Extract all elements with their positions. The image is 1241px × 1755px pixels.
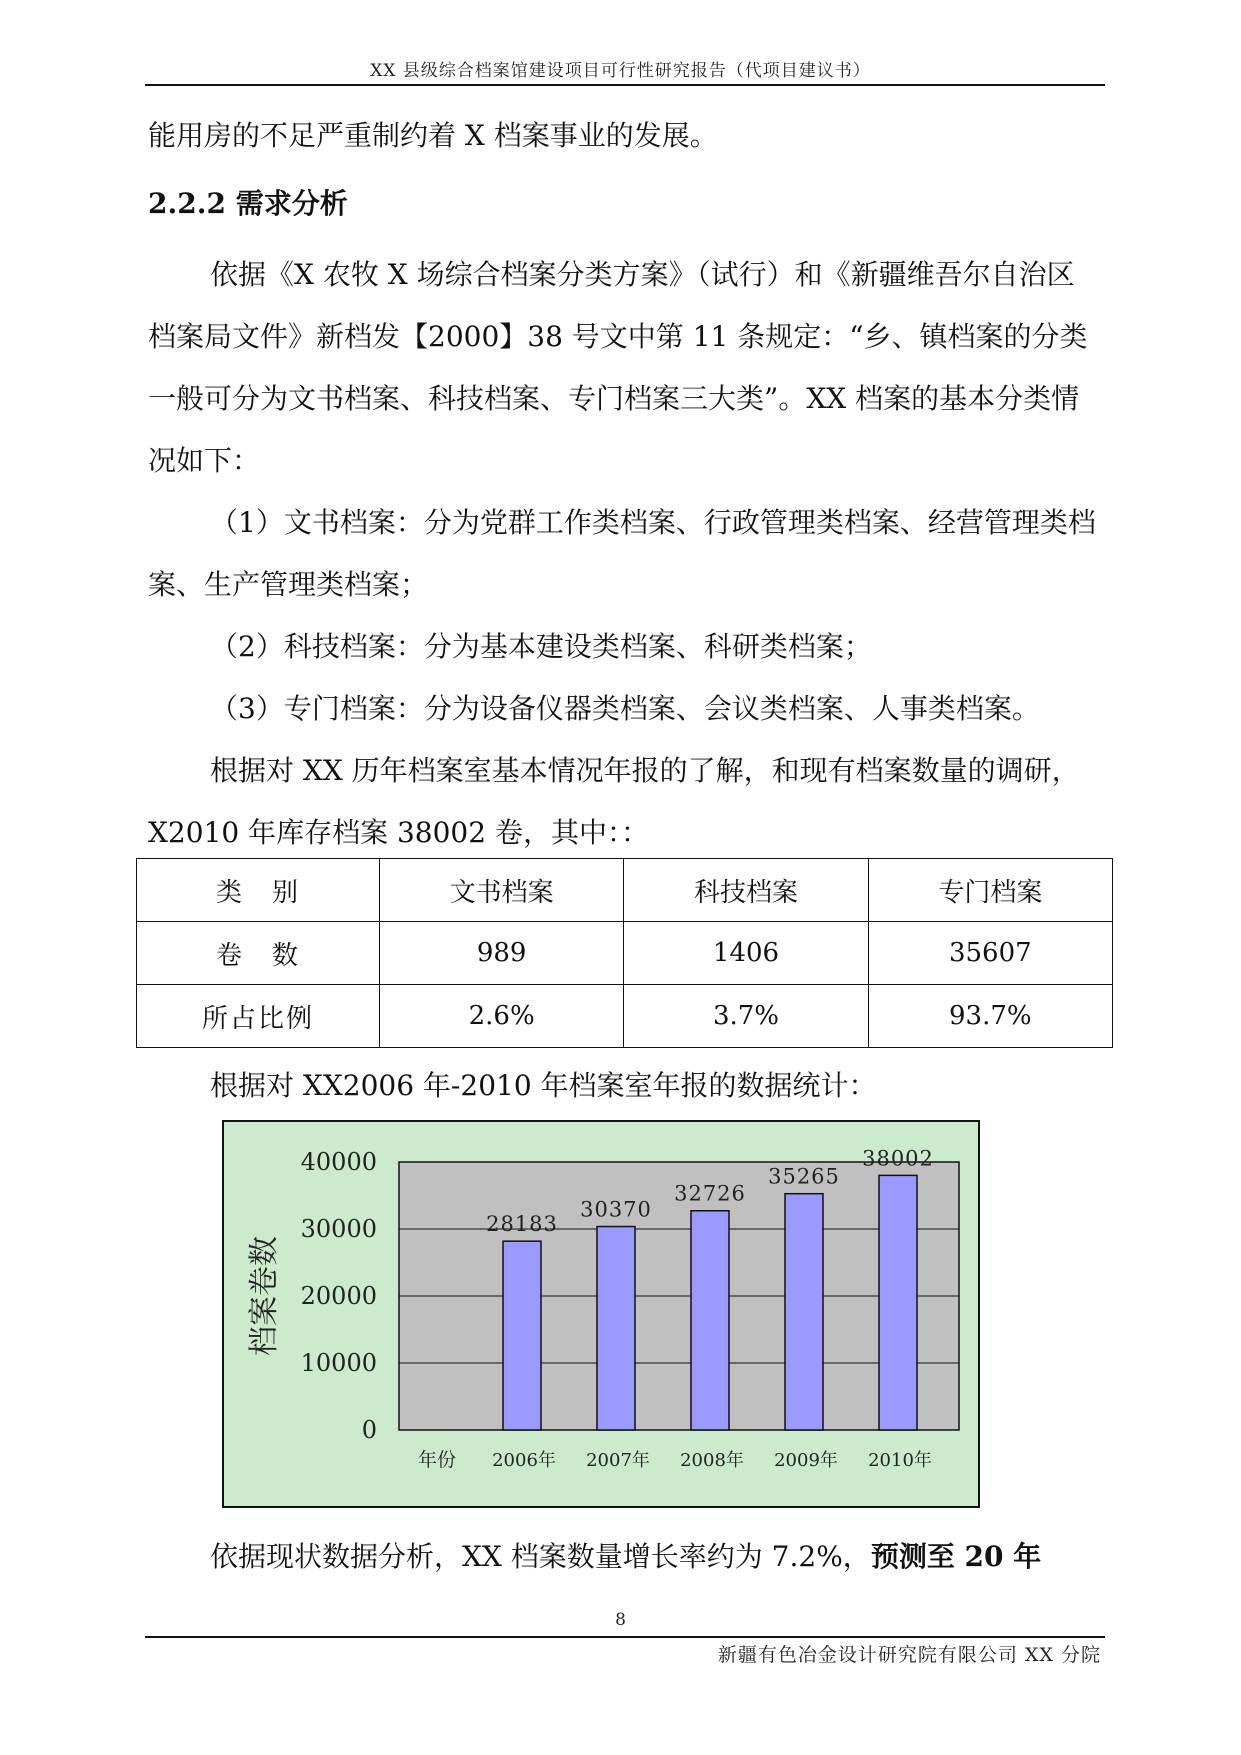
paragraph-text: （1）文书档案：分为党群工作类档案、行政管理类档案、经营管理类档案、生产管理类档案； bbox=[148, 506, 1096, 601]
table-cell: 93.7% bbox=[868, 985, 1112, 1048]
paragraph-text: 能用房的不足严重制约着 X 档案事业的发展。 bbox=[148, 119, 718, 152]
section-heading: 2.2.2 需求分析 bbox=[148, 187, 348, 220]
bar bbox=[785, 1194, 823, 1430]
table-cell: 1406 bbox=[624, 922, 868, 985]
table-cell: 35607 bbox=[868, 922, 1112, 985]
y-tick-label: 0 bbox=[361, 1416, 377, 1444]
archive-category-table bbox=[136, 858, 1113, 1048]
table-cell: 专门档案 bbox=[868, 859, 1112, 922]
table-cell: 文书档案 bbox=[380, 859, 624, 922]
data-label: 28183 bbox=[486, 1212, 558, 1237]
x-axis-label: 年份 bbox=[417, 1449, 457, 1471]
y-tick-label: 30000 bbox=[300, 1215, 377, 1243]
paragraph-text: 依据《X 农牧 X 场综合档案分类方案》（试行）和《新疆维吾尔自治区档案局文件》新档发【2000】38 号文中第 11 条规定：“乡、镇档案的分类一般可分为文书档案、科技档案、专门档案三大类”。XX 档案的基本分类情况如下： bbox=[148, 258, 1088, 477]
paragraph-text: （3）专门档案：分为设备仪器类档案、会议类档案、人事类档案。 bbox=[210, 692, 1040, 725]
bar bbox=[597, 1227, 635, 1430]
table-cell: 卷 数 bbox=[137, 922, 380, 985]
data-label: 38002 bbox=[862, 1146, 934, 1171]
page-header-title: XX 县级综合档案馆建设项目可行性研究报告（代项目建议书） bbox=[370, 61, 871, 81]
paragraph-text-normal: 依据现状数据分析，XX 档案数量增长率约为 7.2%， bbox=[210, 1540, 871, 1573]
y-tick-label: 20000 bbox=[300, 1282, 377, 1310]
footer-company: 新疆有色冶金设计研究院有限公司 XX 分院 bbox=[717, 1644, 1101, 1666]
y-tick-label: 10000 bbox=[300, 1349, 377, 1377]
table-cell: 类 别 bbox=[137, 859, 380, 922]
bar bbox=[879, 1175, 917, 1430]
page-number: 8 bbox=[615, 1610, 626, 1630]
bar bbox=[503, 1241, 541, 1430]
footer-divider bbox=[145, 1636, 1105, 1638]
bar bbox=[691, 1211, 729, 1430]
x-tick-label: 2010年 bbox=[868, 1450, 932, 1471]
table-cell: 2.6% bbox=[380, 985, 624, 1048]
y-axis-label: 档案卷数 bbox=[247, 1236, 282, 1356]
table-cell: 989 bbox=[380, 922, 624, 985]
table-row bbox=[137, 985, 1113, 1048]
paragraph-text: 根据对 XX 历年档案室基本情况年报的了解，和现有档案数量的调研，X2010 年库存档案 38002 卷，其中：： bbox=[148, 754, 1080, 849]
data-label: 35265 bbox=[768, 1164, 840, 1189]
paragraph-text: 根据对 XX2006 年-2010 年档案室年报的数据统计： bbox=[210, 1069, 877, 1102]
x-tick-label: 2007年 bbox=[586, 1450, 650, 1471]
paragraph-text bbox=[148, 1526, 1098, 1588]
paragraph-statistics-intro bbox=[148, 1055, 1098, 1117]
x-tick-label: 2006年 bbox=[492, 1450, 556, 1471]
paragraph-text: （2）科技档案：分为基本建设类档案、科研类档案； bbox=[210, 630, 872, 663]
header-divider bbox=[145, 84, 1105, 86]
paragraph-growth bbox=[148, 1526, 1098, 1588]
y-tick-label: 40000 bbox=[300, 1148, 377, 1176]
x-tick-label: 2009年 bbox=[774, 1450, 838, 1471]
paragraph-continuation bbox=[148, 105, 1098, 167]
x-tick-label: 2008年 bbox=[680, 1450, 744, 1471]
data-label: 30370 bbox=[580, 1197, 652, 1222]
table-row bbox=[137, 922, 1113, 985]
table-row bbox=[137, 859, 1113, 922]
data-label: 32726 bbox=[674, 1181, 746, 1206]
archive-volume-chart bbox=[222, 1120, 980, 1508]
table-cell: 3.7% bbox=[624, 985, 868, 1048]
paragraph-text-bold: 预测至 20 年 bbox=[870, 1540, 1042, 1573]
paragraph-basis bbox=[148, 244, 1098, 864]
table-cell: 所占比例 bbox=[137, 985, 380, 1048]
bar-chart-svg bbox=[224, 1122, 978, 1506]
table-cell: 科技档案 bbox=[624, 859, 868, 922]
